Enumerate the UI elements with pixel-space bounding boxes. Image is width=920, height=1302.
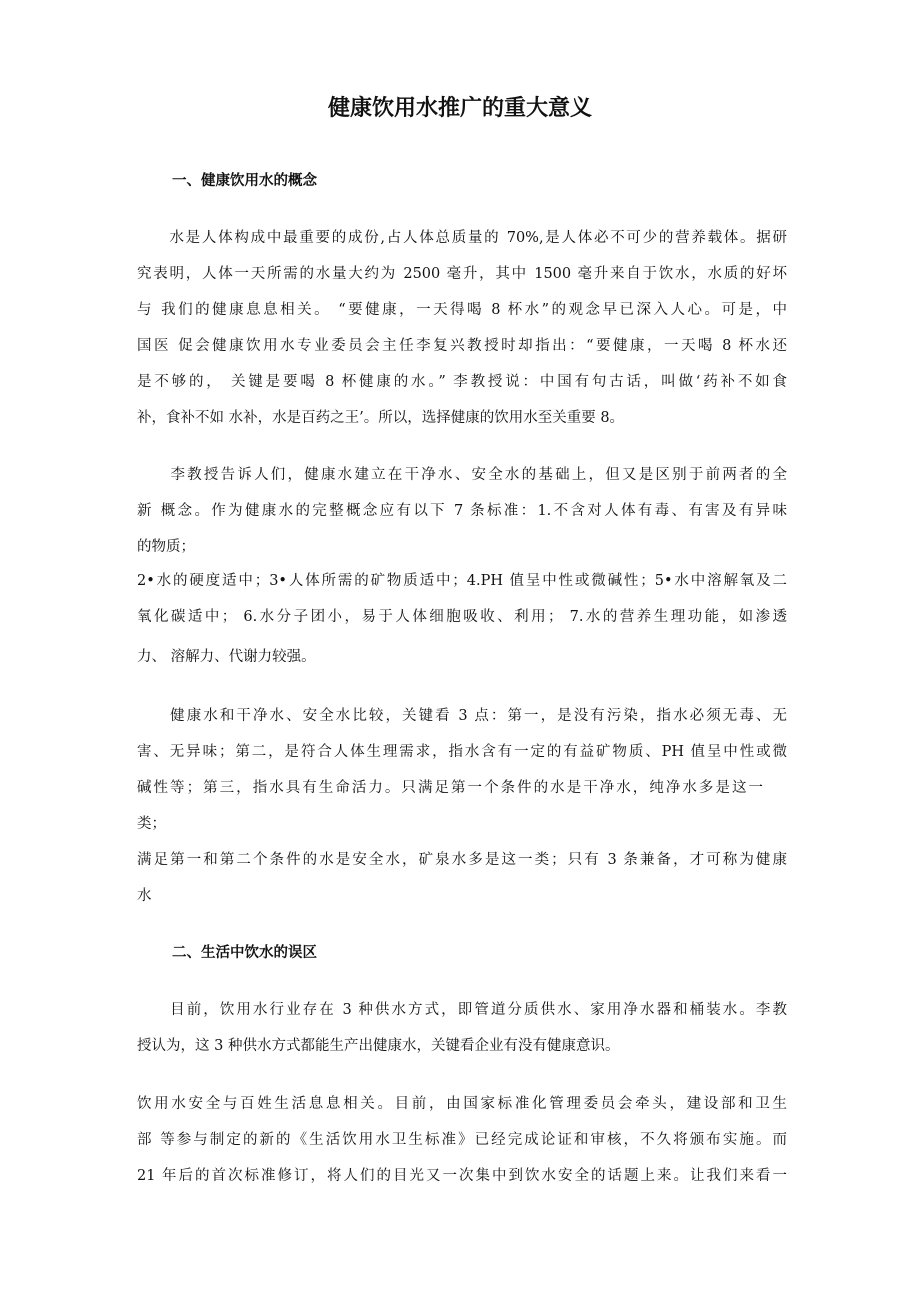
paragraph-line: 害、无异味；第二，是符合人体生理需求，指水含有一定的有益矿物质、PH 值呈中性或微 bbox=[137, 744, 787, 760]
section-heading-concept: 一、健康饮用水的概念 bbox=[172, 173, 317, 189]
paragraph-line: 究表明，人体一天所需的水量大约为 2500 毫升，其中 1500 毫升来自于饮水，水质的好坏 bbox=[137, 266, 787, 282]
paragraph-line: 碱性等；第三，指水具有生命活力。只满足第一个条件的水是干净水，纯净水多是这一 bbox=[137, 780, 763, 796]
paragraph-line: 饮用水安全与百姓生活息息相关。目前，由国家标准化管理委员会牵头，建设部和卫生 bbox=[137, 1096, 787, 1112]
paragraph-line: 与 我们的健康息息相关。 “要健康，一天得喝 8 杯水”的观念早已深入人心。可是，中 bbox=[137, 302, 787, 318]
section-heading-misconceptions: 二、生活中饮水的误区 bbox=[172, 945, 317, 961]
paragraph-line: 21 年后的首次标准修订，将人们的目光又一次集中到饮水安全的话题上来。让我们来看一 bbox=[137, 1168, 787, 1184]
paragraph-line: 类； bbox=[137, 816, 166, 832]
paragraph-line: 是不够的， 关键是要喝 8 杯健康的水。” 李教授说：中国有句古话，叫做‘药补不如食 bbox=[137, 374, 787, 390]
paragraph-line: 2•水的硬度适中；3•人体所需的矿物质适中；4.PH 值呈中性或微碱性；5•水中溶解氧及二 bbox=[137, 573, 787, 589]
paragraph-line: 水 bbox=[137, 888, 152, 904]
document-title: 健康饮用水推广的重大意义 bbox=[327, 96, 592, 121]
paragraph-line: 李教授告诉人们，健康水建立在干净水、安全水的基础上，但又是区别于前两者的全 bbox=[137, 467, 787, 483]
paragraph-line: 新 概念。作为健康水的完整概念应有以下 7 条标准：1.不含对人体有毒、有害及有异味 bbox=[137, 503, 787, 519]
paragraph-line: 目前，饮用水行业存在 3 种供水方式，即管道分质供水、家用净水器和桶装水。李教 bbox=[137, 1002, 787, 1018]
paragraph-line: 的物质； bbox=[137, 539, 195, 555]
paragraph-line: 国医 促会健康饮用水专业委员会主任李复兴教授时却指出：“要健康，一天喝 8 杯水还 bbox=[137, 338, 787, 354]
paragraph-line: 健康水和干净水、安全水比较，关键看 3 点：第一，是没有污染，指水必须无毒、无 bbox=[137, 708, 787, 724]
paragraph-line: 力、 溶解力、代谢力较强。 bbox=[137, 649, 316, 665]
paragraph-line: 满足第一和第二个条件的水是安全水，矿泉水多是这一类；只有 3 条兼备，才可称为健康 bbox=[137, 852, 787, 868]
paragraph-line: 水是人体构成中最重要的成份,占人体总质量的 70%,是人体必不可少的营养载体。据研 bbox=[137, 230, 787, 246]
paragraph-line: 氧化碳适中； 6.水分子团小，易于人体细胞吸收、利用； 7.水的营养生理功能，如渗透 bbox=[137, 609, 787, 625]
paragraph-line: 授认为，这 3 种供水方式都能生产出健康水，关键看企业有没有健康意识。 bbox=[137, 1038, 620, 1054]
paragraph-line: 补，食补不如 水补，水是百药之王’。所以，选择健康的饮用水至关重要 8。 bbox=[137, 410, 625, 426]
paragraph-line: 部 等参与制定的新的《生活饮用水卫生标准》已经完成论证和审核，不久将颁布实施。而 bbox=[137, 1132, 787, 1148]
